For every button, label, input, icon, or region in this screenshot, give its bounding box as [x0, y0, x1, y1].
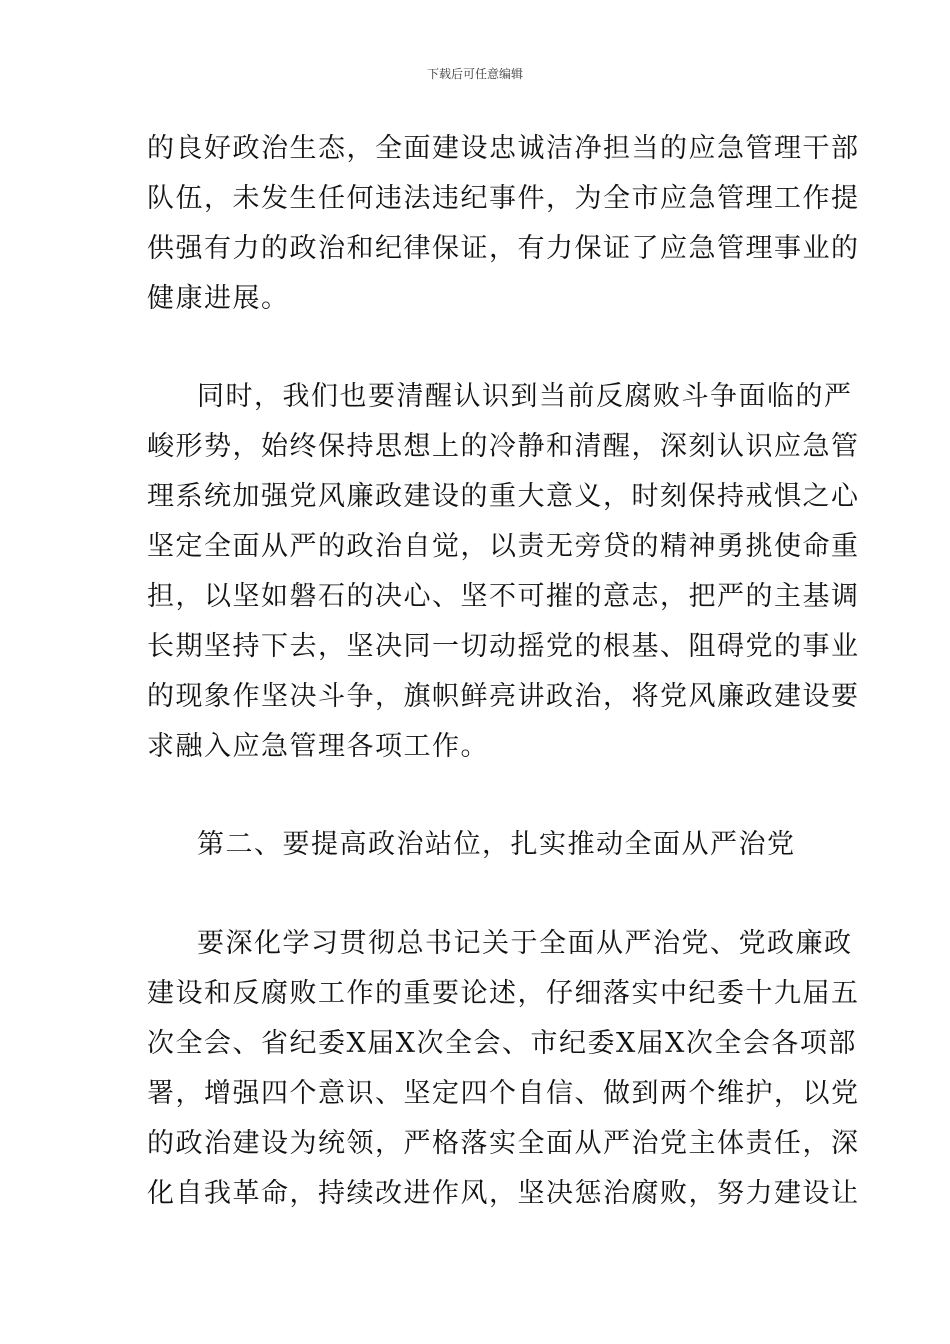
paragraph-3-line: 要深化学习贯彻总书记关于全面从严治党、党政廉政: [197, 928, 853, 959]
paragraph-1-line: 健康进展。: [147, 283, 290, 314]
paragraph-2-line: 长期坚持下去，坚决同一切动摇党的根基、阻碍党的事业: [147, 631, 860, 662]
paragraph-2-line: 坚定全面从严的政治自觉，以责无旁贷的精神勇挑使命重: [147, 531, 860, 562]
paragraph-3-line: 署，增强四个意识、坚定四个自信、做到两个维护，以党: [147, 1078, 860, 1109]
paragraph-1-line: 供强有力的政治和纪律保证，有力保证了应急管理事业的: [147, 233, 860, 264]
paragraph-2-line: 担，以坚如磐石的决心、坚不可摧的意志，把严的主基调: [147, 581, 860, 612]
paragraph-2-line: 同时，我们也要清醒认识到当前反腐败斗争面临的严: [197, 381, 853, 412]
paragraph-2-line: 求融入应急管理各项工作。: [147, 731, 489, 762]
page-header: 下载后可任意编辑: [426, 67, 523, 81]
paragraph-1-line: 队伍，未发生任何违法违纪事件，为全市应急管理工作提: [147, 183, 860, 214]
paragraph-3-line: 的政治建设为统领，严格落实全面从严治党主体责任，深: [147, 1128, 860, 1159]
paragraph-1-line: 的良好政治生态，全面建设忠诚洁净担当的应急管理干部: [147, 133, 860, 164]
paragraph-3-line: 次全会、省纪委X届X次全会、市纪委X届X次全会各项部: [147, 1028, 857, 1059]
paragraph-2-line: 峻形势，始终保持思想上的冷静和清醒，深刻认识应急管: [147, 431, 860, 462]
paragraph-3-line: 化自我革命，持续改进作风，坚决惩治腐败，努力建设让: [147, 1178, 860, 1209]
paragraph-2-line: 的现象作坚决斗争，旗帜鲜亮讲政治，将党风廉政建设要: [147, 681, 860, 712]
paragraph-2-line: 理系统加强党风廉政建设的重大意义，时刻保持戒惧之心: [147, 481, 860, 512]
section-heading: 第二、要提高政治站位，扎实推动全面从严治党: [197, 829, 796, 860]
paragraph-3-line: 建设和反腐败工作的重要论述，仔细落实中纪委十九届五: [147, 978, 860, 1009]
